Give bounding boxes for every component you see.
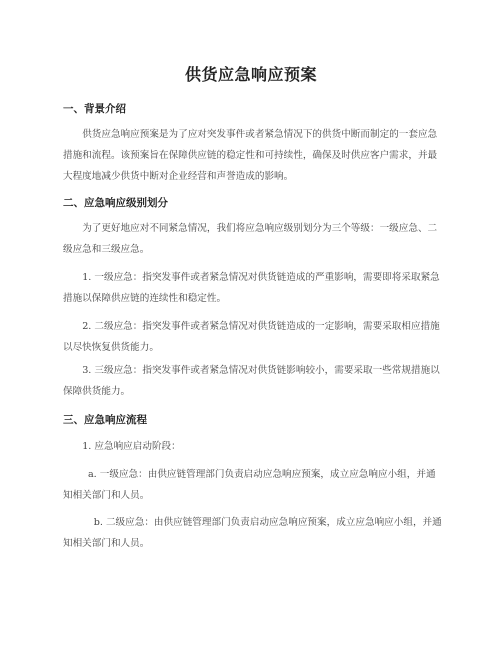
paragraph-level-3: 3. 三级应急：指突发事件或者紧急情况对供货链影响较小，需要采取一些常规措施以保障供货能力。 <box>63 365 440 397</box>
paragraph-process-step-1: 1. 应急响应启动阶段： <box>82 441 181 452</box>
section-heading-background: 一、背景介绍 <box>63 103 126 115</box>
paragraph-process-level-a: a. 一级应急：由供应链管理部门负责启动应急响应预案，成立应急响应小组，并通知相关部门和人员。 <box>63 469 436 501</box>
paragraph-levels-intro: 为了更好地应对不同紧急情况，我们将应急响应级别划分为三个等级：一级应急、二级应急和三级应急。 <box>63 223 438 255</box>
section-heading-process: 三、应急响应流程 <box>63 414 147 426</box>
paragraph-level-2: 2. 二级应急：指突发事件或者紧急情况对供货链造成的一定影响，需要采取相应措施以尽快恢复供货能力。 <box>63 321 440 353</box>
paragraph-background-intro: 供货应急响应预案是为了应对突发事件或者紧急情况下的供货中断而制定的一套应急措施和流程。该预案旨在保障供应链的稳定性和可持续性，确保及时供应客户需求，并最大程度地减少供货中断对企业经营和声誉造成的影响。 <box>63 129 438 182</box>
paragraph-level-1: 1. 一级应急：指突发事件或者紧急情况对供货链造成的严重影响，需要即将采取紧急措施以保障供应链的连续性和稳定性。 <box>63 272 440 304</box>
paragraph-process-level-b: b. 二级应急：由供应链管理部门负责启动应急响应预案，成立应急响应小组，并通知相关部门和人员。 <box>63 517 442 549</box>
section-heading-levels: 二、应急响应级别划分 <box>63 197 168 209</box>
document-title: 供货应急响应预案 <box>184 65 317 84</box>
